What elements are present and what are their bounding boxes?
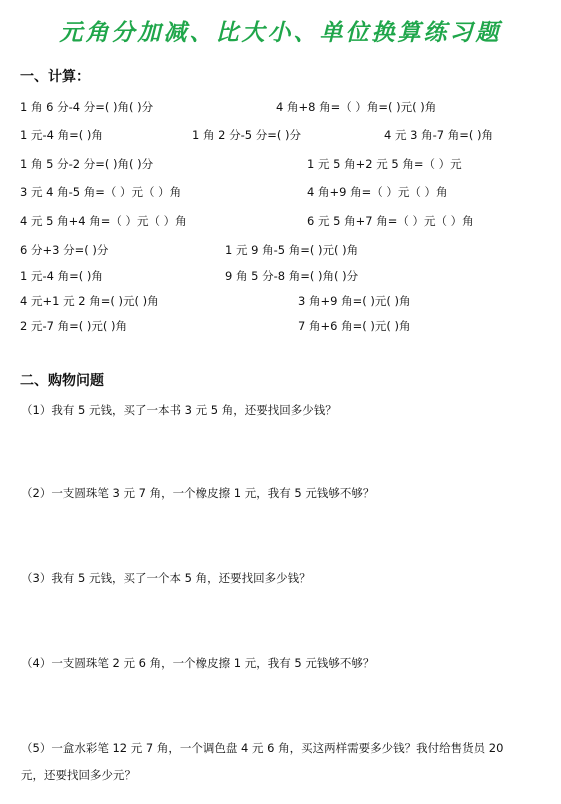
calc-item: 4 元 3 角-7 角=( )角 (384, 128, 493, 142)
shopping-question: （2）一支圆珠笔 3 元 7 角，一个橡皮擦 1 元，我有 5 元钱够不够？ (21, 486, 375, 500)
calc-item: 1 角 2 分-5 分=( )分 (192, 128, 301, 142)
shopping-question: 元，还要找回多少元？ (21, 768, 136, 782)
calc-item: 1 元-4 角=( )角 (20, 128, 103, 142)
calc-item: 7 角+6 角=( )元( )角 (298, 319, 411, 333)
calc-item: 1 元-4 角=( )角 (20, 269, 103, 283)
shopping-question: （3）我有 5 元钱，买了一个本 5 角，还要找回多少钱？ (21, 571, 311, 585)
calc-row (0, 213, 561, 229)
shopping-question: （4）一支圆珠笔 2 元 6 角，一个橡皮擦 1 元，我有 5 元钱够不够？ (21, 656, 375, 670)
calc-item: 1 角 6 分-4 分=( )角( )分 (20, 100, 154, 114)
calc-row (0, 156, 561, 172)
calc-row (0, 268, 561, 284)
calc-item: 3 角+9 角=( )元( )角 (298, 294, 411, 308)
calc-item: 6 元 5 角+7 角=（ ）元（ ）角 (307, 214, 474, 228)
calc-row (0, 293, 561, 309)
calc-row (0, 242, 561, 258)
calc-item: 4 角+9 角=（ ）元（ ）角 (307, 185, 448, 199)
calc-item: 9 角 5 分-8 角=( )角( )分 (225, 269, 359, 283)
calc-item: 3 元 4 角-5 角=（ ）元（ ）角 (20, 185, 182, 199)
calc-item: 1 元 5 角+2 元 5 角=（ ）元 (307, 157, 462, 171)
section-calc-heading: 一、计算： (20, 69, 90, 85)
calc-item: 4 元 5 角+4 角=（ ）元（ ）角 (20, 214, 187, 228)
shopping-question: （5）一盒水彩笔 12 元 7 角，一个调色盘 4 元 6 角，买这两样需要多少钱？我付给售货员 20 (21, 741, 504, 755)
calc-row (0, 127, 561, 143)
calc-row (0, 318, 561, 334)
shopping-question: （1）我有 5 元钱，买了一本书 3 元 5 角，还要找回多少钱？ (21, 403, 337, 417)
calc-item: 4 角+8 角=（ ）角=( )元( )角 (276, 100, 437, 114)
calc-item: 6 分+3 分=( )分 (20, 243, 109, 257)
calc-row (0, 99, 561, 115)
calc-item: 2 元-7 角=( )元( )角 (20, 319, 127, 333)
page-title: 元角分加减、比大小、单位换算练习题 (59, 19, 502, 46)
section-shopping-heading: 二、购物问题 (20, 373, 104, 389)
calc-item: 1 元 9 角-5 角=( )元( )角 (225, 243, 359, 257)
calc-item: 4 元+1 元 2 角=( )元( )角 (20, 294, 159, 308)
calc-row (0, 184, 561, 200)
calc-item: 1 角 5 分-2 分=( )角( )分 (20, 157, 154, 171)
